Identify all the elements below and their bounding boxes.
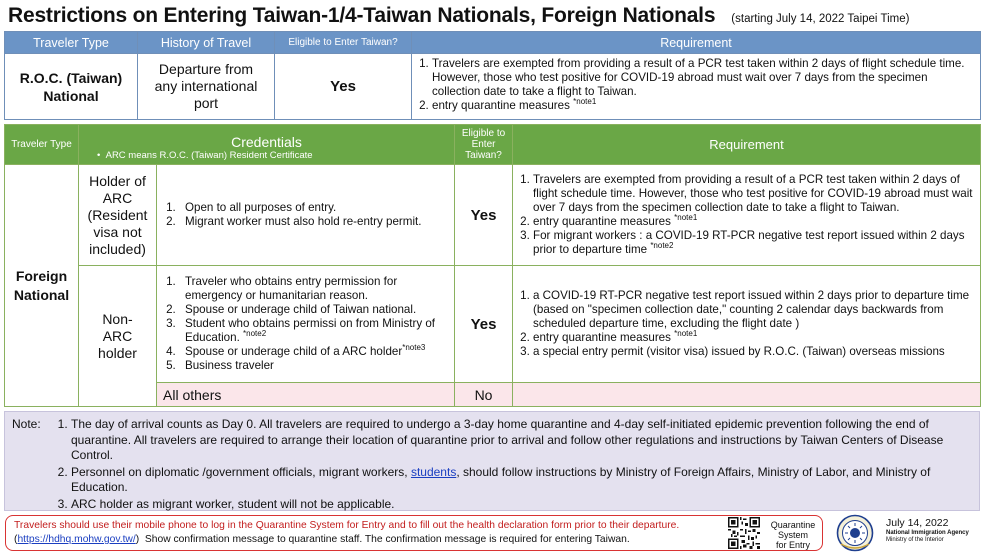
- header-eligible: Eligible to Enter Taiwan?: [275, 32, 412, 54]
- note-item: 1. The day of arrival counts as Day 0. All travelers are required to undergo a 3-day home quarantine and 4-day self-initiated epidemic prevention following the end of quarantine. All travelers are required to arrange their location of quarantine prior to arrival and follow other regulations and instructions by Taiwan Centers of Disease Control.: [71, 417, 973, 464]
- all-others-label: All others: [163, 386, 222, 403]
- qr-caption-line: System: [777, 530, 808, 540]
- others-requirement-cell: [513, 383, 981, 407]
- credential-item: [179, 345, 450, 359]
- nonarc-credentials-list: [157, 275, 454, 373]
- requirement-cell: [412, 54, 981, 120]
- note-ref: *note1: [573, 97, 597, 107]
- nonarc-eligible-cell: [455, 266, 513, 383]
- page-subtitle: (starting July 14, 2022 Taipei Time): [731, 13, 910, 25]
- others-eligible-cell: [455, 383, 513, 407]
- notes-label: Note:: [12, 417, 41, 431]
- credential-item: 5. Business traveler: [179, 359, 450, 373]
- note-text: Personnel on diplomatic /government officials, migrant workers,: [71, 464, 408, 479]
- note-item: [71, 465, 973, 496]
- requirement-item: [432, 57, 974, 99]
- note-ref: *note2: [650, 241, 674, 251]
- agency-name: National Immigration Agency: [886, 530, 969, 536]
- eligible-cell: [275, 54, 412, 120]
- credential-item: 1. Traveler who obtains entry permission for emergency or humanitarian reason.: [179, 275, 450, 303]
- arc-credentials-list: [157, 201, 454, 229]
- nonarc-category: Non-ARC holder: [98, 310, 137, 361]
- title-row: [8, 4, 978, 32]
- date-block: [886, 517, 982, 544]
- arc-eligible-cell: [455, 165, 513, 266]
- arc-row: [5, 165, 981, 266]
- qr-caption-line: Quarantine: [770, 520, 816, 530]
- history-cell: [138, 54, 275, 120]
- credentials-note-text: ARC means R.O.C. (Taiwan) Resident Certificate: [105, 150, 313, 161]
- nationals-row: [5, 54, 981, 120]
- page-title: Restrictions on Entering Taiwan-1/4-Taiwan Nationals, Foreign Nationals: [8, 4, 716, 27]
- nationals-table-header: [5, 32, 981, 54]
- credential-item: 2. Spouse or underage child of Taiwan national.: [179, 303, 450, 317]
- traveler-type-foreign: Foreign National: [13, 267, 70, 303]
- foreign-national-cell: [5, 165, 79, 407]
- credential-item: [179, 317, 450, 345]
- nonarc-credentials-cell: [157, 266, 455, 383]
- qr-caption-line: for Entry: [775, 540, 810, 550]
- header-traveler-type: Traveler Type: [5, 32, 138, 54]
- nonarc-requirement-cell: [513, 266, 981, 383]
- footer-notice: [5, 515, 823, 551]
- note-ref: *note3: [402, 343, 426, 353]
- traveler-type-roc: R.O.C. (Taiwan) National: [19, 69, 123, 104]
- requirement-text: entry quarantine measures: [533, 331, 671, 344]
- header-credentials: [79, 125, 455, 165]
- footer-line2-text: Show confirmation message to quarantine staff. The confirmation message is required for entering Taiwan.: [144, 534, 630, 545]
- nonarc-eligible: Yes: [470, 315, 497, 333]
- header-history-of-travel: History of Travel: [138, 32, 275, 54]
- requirement-item: [533, 215, 976, 229]
- ministry-name: Ministry of the Interior: [886, 537, 944, 543]
- arc-requirement-list: [513, 173, 980, 257]
- note-item: 3. ARC holder as migrant worker, student will not be applicable.: [71, 497, 973, 513]
- credentials-title: Credentials: [231, 134, 302, 150]
- header-requirement: Requirement: [412, 32, 981, 54]
- students-link[interactable]: students: [410, 464, 457, 479]
- footer-line1: Travelers should use their mobile phone to log in the Quarantine System for Entry and to fill out the health declaration form prior to their departure.: [14, 520, 680, 531]
- nonarc-row: [5, 266, 981, 383]
- footer-line2: [14, 533, 814, 547]
- arc-eligible: Yes: [470, 206, 497, 224]
- quarantine-system-link[interactable]: https://hdhq.mohw.gov.tw/: [17, 534, 136, 545]
- foreign-table-header: [5, 125, 981, 165]
- eligible-value: Yes: [330, 77, 356, 95]
- arc-category-cell: [79, 165, 157, 266]
- requirement-text: Travelers are exempted from providing a result of a PCR test taken within 2 days of flight schedule time. However, those who test positive for COVID-19 abroad must wait over 7 days from the specimen collection date to take a flight to Taiwan.: [432, 57, 965, 98]
- requirement-text: For migrant workers : a COVID-19 RT-PCR negative test report issued within 2 days prior to departure time: [533, 229, 965, 256]
- requirement-item: [533, 331, 976, 345]
- qr-code-icon[interactable]: [728, 517, 760, 549]
- requirement-list: [412, 57, 980, 113]
- notes-list: [53, 417, 973, 513]
- paren-open: (: [14, 534, 18, 545]
- credential-text: Spouse or underage child of a ARC holder: [185, 345, 403, 358]
- nonarc-category-cell: [79, 266, 157, 407]
- immigration-agency-seal-icon: [835, 514, 875, 552]
- issue-date: July 14, 2022: [886, 517, 949, 529]
- all-others-cell: [157, 383, 455, 407]
- requirement-item: [533, 229, 976, 257]
- note-ref: *note2: [243, 329, 267, 339]
- credentials-note: • ARC means R.O.C. (Taiwan) Resident Certificate: [97, 150, 313, 161]
- header-eligible: Eligible to Enter Taiwan?: [455, 125, 513, 165]
- arc-category: Holder of ARC (Resident visa not included): [87, 172, 148, 257]
- credential-item: 1. Open to all purposes of entry.: [179, 201, 450, 215]
- notes-box: [4, 411, 980, 511]
- requirement-item: 1. a COVID-19 RT-PCR negative test report issued within 2 days prior to departure time (based on "specimen collection date," counting 2 calendar days backwards from scheduled departure time, excluding the flight date ): [533, 289, 976, 331]
- others-eligible: No: [474, 386, 493, 403]
- note-ref: *note1: [674, 213, 698, 223]
- arc-requirement-cell: [513, 165, 981, 266]
- requirement-item: 3. a special entry permit (visitor visa) issued by R.O.C. (Taiwan) overseas missions: [533, 345, 976, 359]
- traveler-type-cell: [5, 54, 138, 120]
- paren-close: ): [135, 534, 140, 545]
- qr-caption: [764, 520, 822, 550]
- requirement-text: entry quarantine measures: [432, 99, 570, 112]
- arc-credentials-cell: [157, 165, 455, 266]
- note-ref: *note1: [674, 329, 698, 339]
- requirement-item: [432, 99, 974, 113]
- foreign-nationals-table: [4, 124, 981, 407]
- credential-text: Student who obtains permissi on from Ministry of Education.: [185, 317, 436, 344]
- history-of-travel: Departure from any international port: [154, 61, 258, 111]
- header-traveler-type: Traveler Type: [5, 125, 79, 165]
- credential-item: 2. Migrant worker must also hold re-entry permit.: [179, 215, 450, 229]
- note-text: , should follow instructions by Ministry of Foreign Affairs, Ministry of Labor, and Ministry of Education.: [71, 464, 931, 494]
- header-requirement: Requirement: [513, 125, 981, 165]
- requirement-item: 1. Travelers are exempted from providing a result of a PCR test taken within 2 days of flight schedule time. However, those who test positive for COVID-19 abroad must wait over 7 days from the specimen collection date to take a flight to Taiwan.: [533, 173, 976, 215]
- requirement-text: entry quarantine measures: [533, 215, 671, 228]
- nationals-table: [4, 31, 981, 120]
- nonarc-requirement-list: [513, 289, 980, 359]
